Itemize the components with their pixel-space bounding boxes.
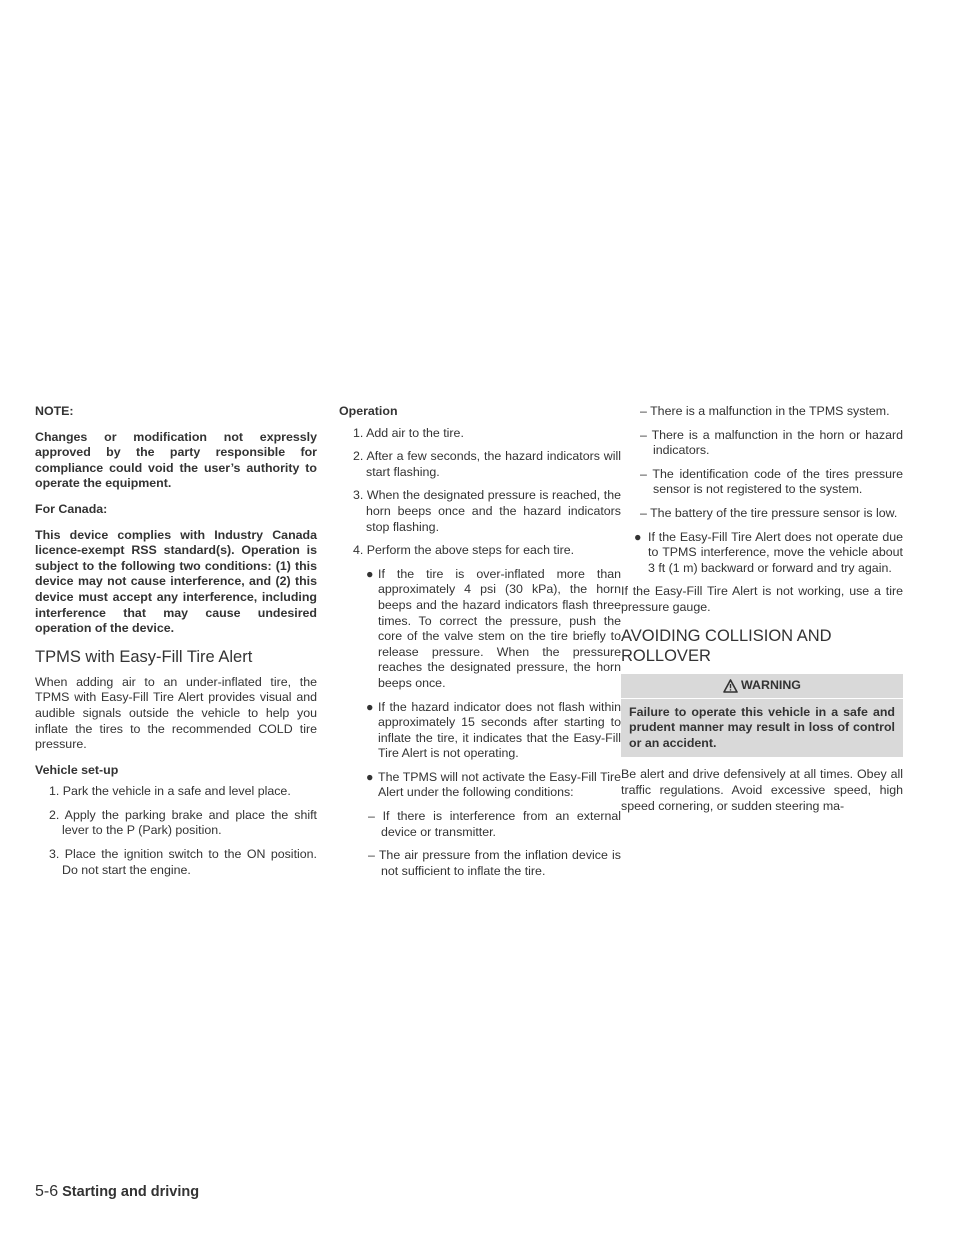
operation-step: 3. When the designated pressure is reached, the horn beeps once and the hazard indicators stop flashing. (353, 488, 621, 534)
section-heading-collision: AVOIDING COLLISION AND ROLLOVER (621, 626, 832, 665)
vehicle-setup-label: Vehicle set-up (35, 762, 119, 777)
operation-step: 4. Perform the above steps for each tire. (353, 543, 575, 558)
warning-text: Failure to operate this vehicle in a safe and prudent manner may result in loss of control or an accident. (621, 699, 903, 758)
canada-label: For Canada: (35, 501, 108, 516)
operation-label: Operation (339, 404, 398, 418)
bullet-item (339, 700, 621, 762)
tpms-intro: When adding air to an under-inflated tire, the TPMS with Easy-Fill Tire Alert provides visual and audible signals outside the vehicle to help you inflate the tires to the recommended COLD tire pressure. (35, 674, 317, 752)
bullet-item (339, 567, 621, 692)
page-number: 5-6 (35, 1183, 59, 1200)
dash-item: – If there is interference from an external device or transmitter. (368, 809, 621, 839)
section-title: Starting and driving (62, 1184, 200, 1200)
note-text: Changes or modification not expressly approved by the party responsible for compliance could void the user’s authority to operate the equipment. (35, 429, 317, 491)
page-footer (35, 1183, 199, 1201)
setup-step: 3. Place the ignition switch to the ON position. Do not start the engine. (49, 847, 317, 877)
dash-item: – There is a malfunction in the TPMS system. (640, 404, 890, 418)
warning-header (621, 674, 903, 698)
column-1 (35, 404, 317, 886)
bullet-text: If the hazard indicator does not flash within approximately 15 seconds after starting to inflate the tire, it indicates that the Easy-Fill Tire Alert is not operating. (378, 699, 621, 761)
dash-item: – The identification code of the tires pressure sensor is not registered to the system. (640, 466, 903, 497)
bullet-text: If the tire is over-inflated more than approximately 4 psi (30 kPa), the horn beeps and the hazard indicators flash three times. To correct the pressure, push the core of the valve stem on the tire briefly to release pressure. When the pressure reaches the designated pressure, the horn beeps once. (378, 566, 621, 690)
operation-step: 2. After a few seconds, the hazard indicators will start flashing. (353, 449, 621, 479)
not-working-text: If the Easy-Fill Tire Alert is not working, use a tire pressure gauge. (621, 584, 903, 614)
collision-body: Be alert and drive defensively at all times. Obey all traffic regulations. Avoid excessive speed, high speed cornering, or sudden steering ma- (621, 767, 903, 813)
bullet-text: The TPMS will not activate the Easy-Fill Tire Alert under the following conditions: (378, 769, 621, 800)
warning-triangle-icon (723, 679, 738, 693)
dash-item: – There is a malfunction in the horn or hazard indicators. (640, 427, 903, 458)
dash-item: – The battery of the tire pressure sensor is low. (640, 505, 898, 520)
canada-text: This device complies with Industry Canada licence-exempt RSS standard(s). Operation is subject to the following two conditions: (1) this device may not cause interference, and (2) this device must accept any interference, including interference that may cause undesired operation of the device. (35, 527, 317, 636)
bullet-icon: ● (634, 529, 642, 544)
dash-item: – The air pressure from the inflation device is not sufficient to inflate the tire. (368, 848, 621, 878)
column-3 (621, 404, 903, 824)
section-heading-tpms: TPMS with Easy-Fill Tire Alert (35, 647, 253, 666)
bullet-text: If the Easy-Fill Tire Alert does not operate due to TPMS interference, move the vehicle about 3 ft (1 m) backward or forward and try again. (648, 529, 903, 575)
setup-step: 2. Apply the parking brake and place the shift lever to the P (Park) position. (49, 807, 317, 838)
warning-label: WARNING (741, 677, 801, 692)
setup-step: 1. Park the vehicle in a safe and level place. (49, 784, 291, 799)
column-2 (339, 404, 621, 887)
bullet-icon: ● (366, 699, 374, 714)
note-label: NOTE: (35, 404, 74, 418)
bullet-item (339, 770, 621, 801)
bullet-icon: ● (366, 769, 374, 784)
bullet-icon: ● (366, 566, 374, 581)
operation-step: 1. Add air to the tire. (353, 425, 464, 440)
bullet-item (621, 530, 903, 577)
